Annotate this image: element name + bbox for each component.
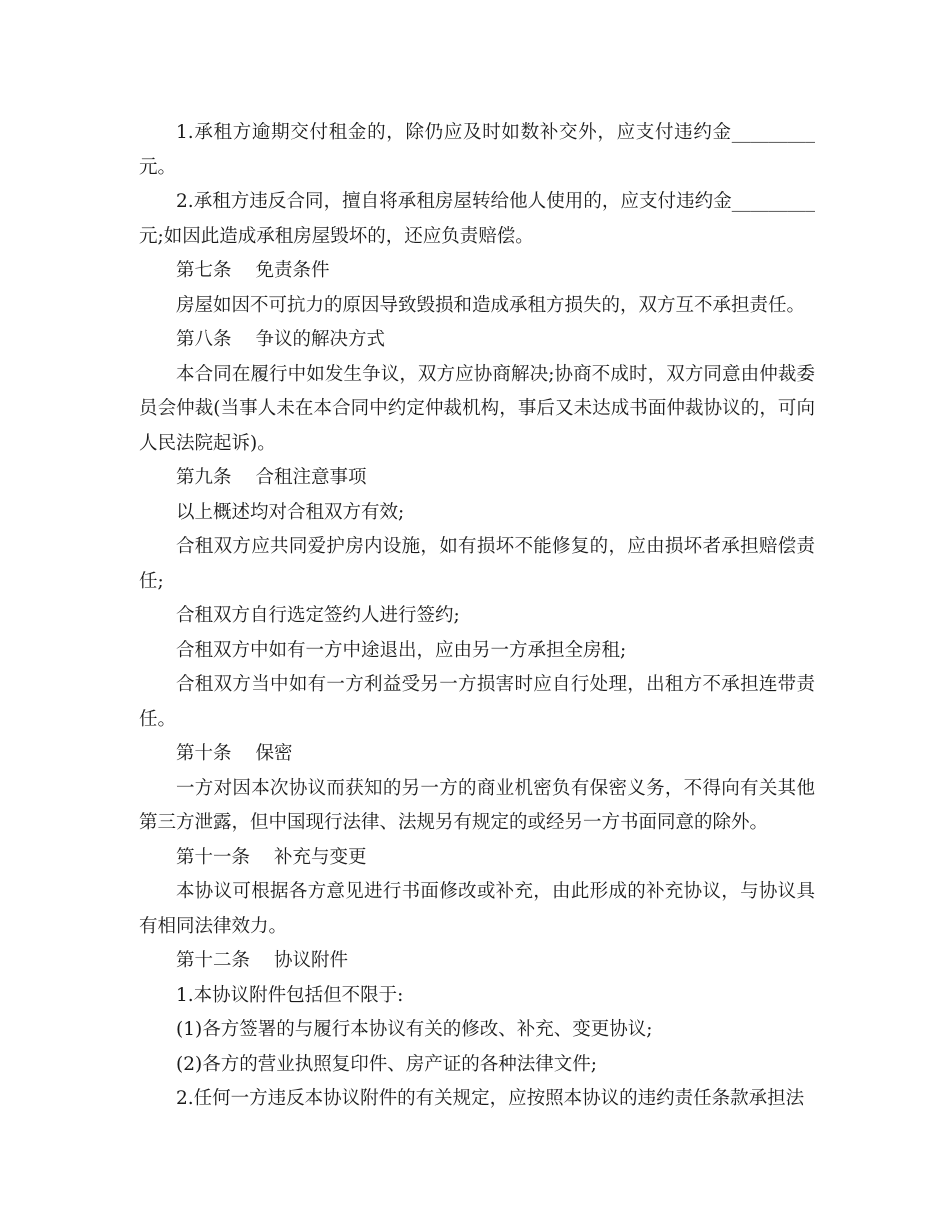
paragraph: 合租双方中如有一方中途退出，应由另一方承担全房租; xyxy=(176,639,627,661)
article-title: 补充与变更 xyxy=(274,846,367,868)
paragraph: 合租双方应共同爱护房内设施，如有损坏不能修复的，应由损坏者承担赔偿责任; xyxy=(139,536,815,592)
article-title: 保密 xyxy=(255,743,293,764)
paragraph: 本合同在履行中如发生争议，双方应协商解决;协商不成时，双方同意由仲裁委员会仲裁(当事人未在本合同中约定仲裁机构，事后又未达成书面仲裁协议的，可向人民法院起诉)。 xyxy=(139,363,815,454)
paragraph: 1.承租方逾期交付租金的，除仍应及时如数补交外，应支付违约金_________元。 xyxy=(139,122,815,178)
article-heading xyxy=(139,737,815,772)
paragraph: 2.承租方违反合同，擅自将承租房屋转给他人使用的，应支付违约金_________元;如因此造成承租房屋毁坏的，还应负责赔偿。 xyxy=(139,191,815,247)
article-number: 第七条 xyxy=(176,260,232,281)
paragraph: 2.任何一方违反本协议附件的有关规定，应按照本协议的违约责任条款承担法 xyxy=(176,1088,805,1109)
paragraph: 房屋如因不可抗力的原因导致毁损和造成承租方损失的，双方互不承担责任。 xyxy=(176,294,806,316)
article-heading xyxy=(139,323,815,358)
article-title: 合租注意事项 xyxy=(255,467,367,488)
paragraph: 本协议可根据各方意见进行书面修改或补充，由此形成的补充协议，与协议具有相同法律效力。 xyxy=(139,881,815,937)
document-body xyxy=(139,116,815,1117)
paragraph: 以上概述均对合租双方有效; xyxy=(176,501,405,523)
paragraph: 合租双方当中如有一方利益受另一方损害时应自行处理，出租方不承担连带责任。 xyxy=(139,674,815,730)
article-number: 第八条 xyxy=(176,329,232,350)
paragraph: 一方对因本次协议而获知的另一方的商业机密负有保密义务，不得向有关其他第三方泄露，但中国现行法律、法规另有规定的或经另一方书面同意的除外。 xyxy=(139,777,815,833)
paragraph: (2)各方的营业执照复印件、房产证的各种法律文件; xyxy=(176,1053,597,1075)
article-title: 争议的解决方式 xyxy=(255,329,386,350)
article-title: 协议附件 xyxy=(274,950,349,971)
article-heading xyxy=(139,944,815,979)
article-heading xyxy=(139,841,815,876)
article-number: 第十条 xyxy=(176,743,232,764)
paragraph: 1.本协议附件包括但不限于: xyxy=(176,984,404,1006)
article-number: 第十二条 xyxy=(176,950,251,971)
article-number: 第九条 xyxy=(176,467,232,488)
article-heading xyxy=(139,461,815,496)
paragraph: (1)各方签署的与履行本协议有关的修改、补充、变更协议; xyxy=(176,1019,653,1040)
article-heading xyxy=(139,254,815,289)
paragraph: 合租双方自行选定签约人进行签约; xyxy=(176,605,460,626)
article-number: 第十一条 xyxy=(176,846,251,868)
article-title: 免责条件 xyxy=(255,260,330,281)
